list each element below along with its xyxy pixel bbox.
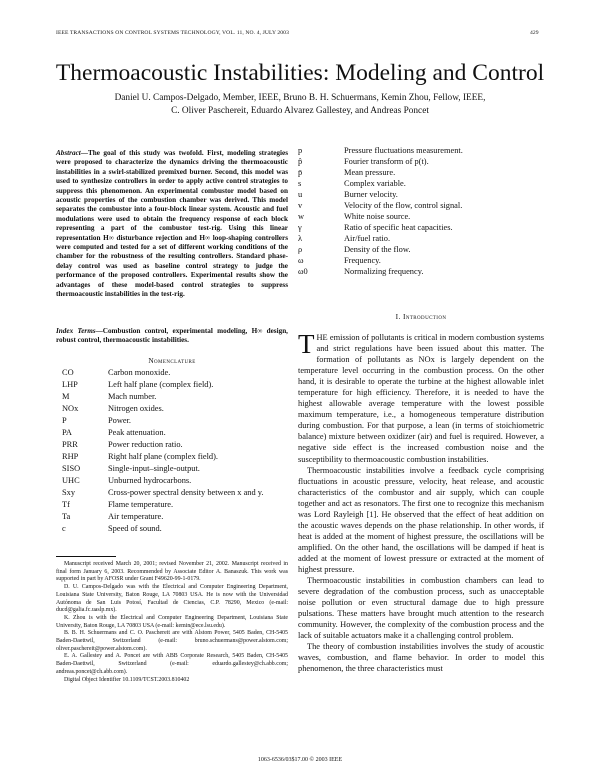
nomenclature-heading: Nomenclature bbox=[148, 356, 196, 365]
paragraph: THE emission of pollutants is critical in modern combustion systems and strict regulations have been issued about this matter. The formation of pollutants as NOx is largely dependent on the temperature level occurring in the combustion process. On the other hand, it is desirable to operate the turbine at the highest allowable inlet temperature for high efficiency. Therefore, it is needed to have the highest allowable average temperature with the lowest possible maximum temperature, i.e., a homogeneous temperature distribution during combustion. For that purpose, a lean (in terms of stoichiometric balance) mixture between oxidizer (air) and fuel is required. However, a negative side effect is the increased combustion noise and the susceptibility to thermoacoustic combustion instabilities. bbox=[298, 329, 544, 464]
index-terms-label: Index Terms— bbox=[56, 327, 103, 335]
copyright-line: 1063-6536/03$17.00 © 2003 IEEE bbox=[257, 757, 343, 763]
footnote: B. B. H. Schuermans and C. O. Paschereit are with Alstom Power, 5405 Baden, CH-5405 Baden-Daettwil, Switzerland (e-mail: bruno.schuermans@power.alstom.com; oliver.paschereit@power.alstom.com). bbox=[56, 630, 288, 652]
abstract-label: Abstract— bbox=[56, 149, 88, 157]
footnote: E. A. Gallestey and A. Poncet are with ABB Corporate Research, 5405 Baden, CH-5405 Baden-Daettwil, Switzerland (e-mail: eduardo.gallestey@ch.abb.com; andreas.poncet@ch.abb.com). bbox=[56, 653, 288, 675]
paragraph: Thermoacoustic instabilities involve a feedback cycle comprising fluctuations in acoustic pressure, velocity, heat release, and acoustic characteristics of the combustor and air supply, which can couple together and act as resonators. The first one to recognize this mechanism was Lord Rayleigh [1]. He observed that the effect of heat addition on the acoustic waves depends on the phase relationship. In other words, if heat is added at the moment of highest pressure, the oscillations will be amplified. On the other hand, the oscillations will be damped if heat is added at the moment of lowest pressure or extracted at the moment of highest pressure. bbox=[298, 465, 544, 574]
footnote-doi: Digital Object Identifier 10.1109/TCST.2003.810402 bbox=[64, 676, 190, 683]
footnote: D. U. Campos-Delgado was with the Electrical and Computer Engineering Department, Louisiana State University, Baton Rouge, LA 70803 USA. He is now with the Universidad Autónoma de San Luis Potosí, Facultad de Ciencias, C.P. 78290, Mexico (e-mail: ducd@galia.fc.uaslp.mx). bbox=[56, 584, 288, 614]
paper-title: Thermoacoustic Instabilities: Modeling and Control bbox=[55, 60, 545, 86]
index-terms bbox=[56, 327, 288, 346]
drop-cap: T bbox=[298, 329, 315, 359]
footnote: K. Zhou is with the Electrical and Computer Engineering Department, Louisiana State University, Baton Rouge, LA 70803 USA (e-mail: kemin@ece.lsu.edu). bbox=[56, 614, 288, 629]
author-block bbox=[60, 92, 540, 117]
author-line-1: Daniel U. Campos-Delgado, Member, IEEE, Bruno B. H. Schuermans, Kemin Zhou, Fellow, IEEE, bbox=[114, 93, 486, 103]
introduction-heading: I. Introduction bbox=[395, 312, 447, 321]
paragraph: Thermoacoustic instabilities in combustion chambers can lead to severe degradation of the combustion process, such as unacceptable noise pollution or even structural damage due to high pressure pulsations. These matters have brought much attention to the research community. However, the complexity of the combustion process and the lack of suitable actuators make it a challenging control problem. bbox=[298, 576, 544, 641]
introduction-body bbox=[298, 329, 544, 674]
abstract-text: The goal of this study was twofold. First, modeling strategies were proposed to characterize the dynamics driving the thermoacoustic instabilities in a swirl-stabilized premixed burner. Second, this model was used to synthesize controllers in order to apply active control strategies to suppress this phenomenon. An experimental combustor model based on acoustic properties of the combustion chamber was derived. This model separates the combustor into a four-block linear system. Acoustic and fuel modulations were used to obtain the frequency response of each block representing a part of the combustor test-rig. Using this linear representation H∞ disturbance rejection and H∞ loop-shaping controllers were computed and tested for a set of different working conditions of the chamber for the robustness of the resulting controllers. Standard phase-delay control was used as baseline control strategy to judge the performance of the proposed controllers. Experimental results show the advantages of these model-based control strategies to suppress thermoacoustic instabilities in the test-rig. bbox=[56, 149, 288, 299]
footnotes bbox=[56, 561, 288, 684]
abstract bbox=[56, 149, 288, 300]
footnote-divider bbox=[56, 556, 116, 557]
page-number: 429 bbox=[530, 30, 539, 36]
running-header: IEEE TRANSACTIONS ON CONTROL SYSTEMS TECHNOLOGY, VOL. 11, NO. 4, JULY 2003 bbox=[56, 30, 289, 36]
index-terms-text: Combustion control, experimental modeling, H∞ design, robust control, thermoacoustic instabilities. bbox=[56, 327, 288, 345]
author-line-2: C. Oliver Paschereit, Eduardo Alvarez Gallestey, and Andreas Poncet bbox=[171, 105, 429, 116]
nomenclature-list-right: p Pressure fluctuations measurement. p̂ Fourier transform of p(t). p̄ Mean pressure. s Complex variable. u Burner velocity. v Velocity of the flow, control signal. w White noise source. γ Ratio of specific heat capacities. λ Air/fuel ratio. ρ Density of the flow. ω Frequency. ω0 Normalizing frequency. bbox=[298, 146, 463, 276]
paragraph: The theory of combustion instabilities involves the study of acoustic waves, combustion, and flame behavior. In order to model this phenomenon, the three characteristics must bbox=[298, 642, 544, 674]
nomenclature-list-left: CO Carbon monoxide. LHP Left half plane (complex field). M Mach number. NOx Nitrogen oxides. P Power. PA Peak attenuation. PRR Power reduction ratio. RHP Right half plane (complex field). SISO Single-input–single-output. UHC Unburned hydrocarbons. Sxy Cross-power spectral density between x and y. Tf Flame temperature. Ta Air temperature. c Speed of sound. bbox=[62, 368, 264, 533]
footnote: Manuscript received March 20, 2001; revised November 21, 2002. Manuscript received in final form January 6, 2003. Recommended by Associate Editor A. Banaszuk. This work was supported in part by AFOSR under Grant F49620-99-1-0179. bbox=[56, 561, 288, 583]
